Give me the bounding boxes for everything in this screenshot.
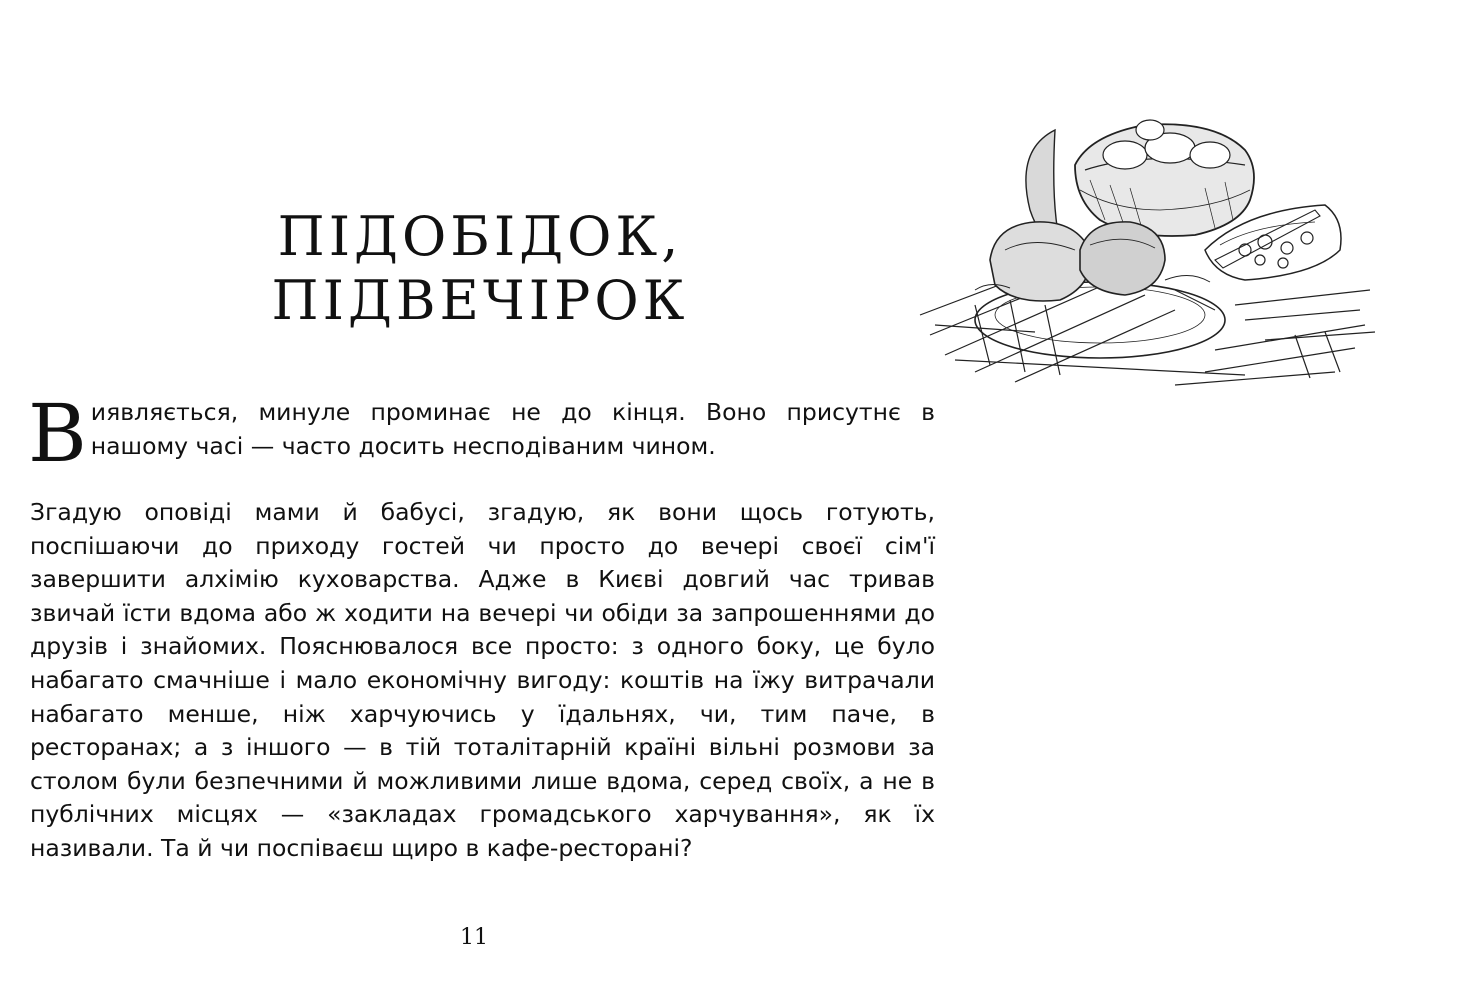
- chapter-title-line-1: ПІДОБІДОК,: [277, 205, 683, 268]
- chapter-title: [250, 205, 710, 333]
- intro-text: иявляється, минуле проминає не до кінця. Воно присутнє в нашому часі — часто досить несподіваним чином.: [90, 398, 935, 460]
- food-pot-illustration-icon: [915, 110, 1375, 390]
- body-paragraph: Згадую оповіді мами й бабусі, згадую, як вони щось готують, поспішаючи до приходу гостей чи просто до вечері своєї сім'ї завершити алхімію куховарства. Адже в Києві довгий час тривав звичай їсти вдома або ж ходити на вечері чи обіди за запрошеннями до друзів і знайомих. Пояснювалося все просто: з одного боку, це було набагато смачніше і мало економічну вигоду: коштів на їжу витрачали набагато менше, ніж харчуючись у їдальнях, чи, тим паче, в ресторанах; а з іншого — в тій тоталітарній країні вільні розмови за столом були безпечними й можливими лише вдома, серед своїх, а не в публічних місцях — «закладах громадського харчування», як їх називали. Та й чи поспіваєш щиро в кафе-ресторані?: [30, 498, 935, 862]
- intro-paragraph: [28, 387, 935, 480]
- page-number: 11: [460, 925, 488, 950]
- chapter-title-line-2: ПІДВЕЧІРОК: [271, 269, 689, 332]
- drop-cap: В: [28, 387, 87, 480]
